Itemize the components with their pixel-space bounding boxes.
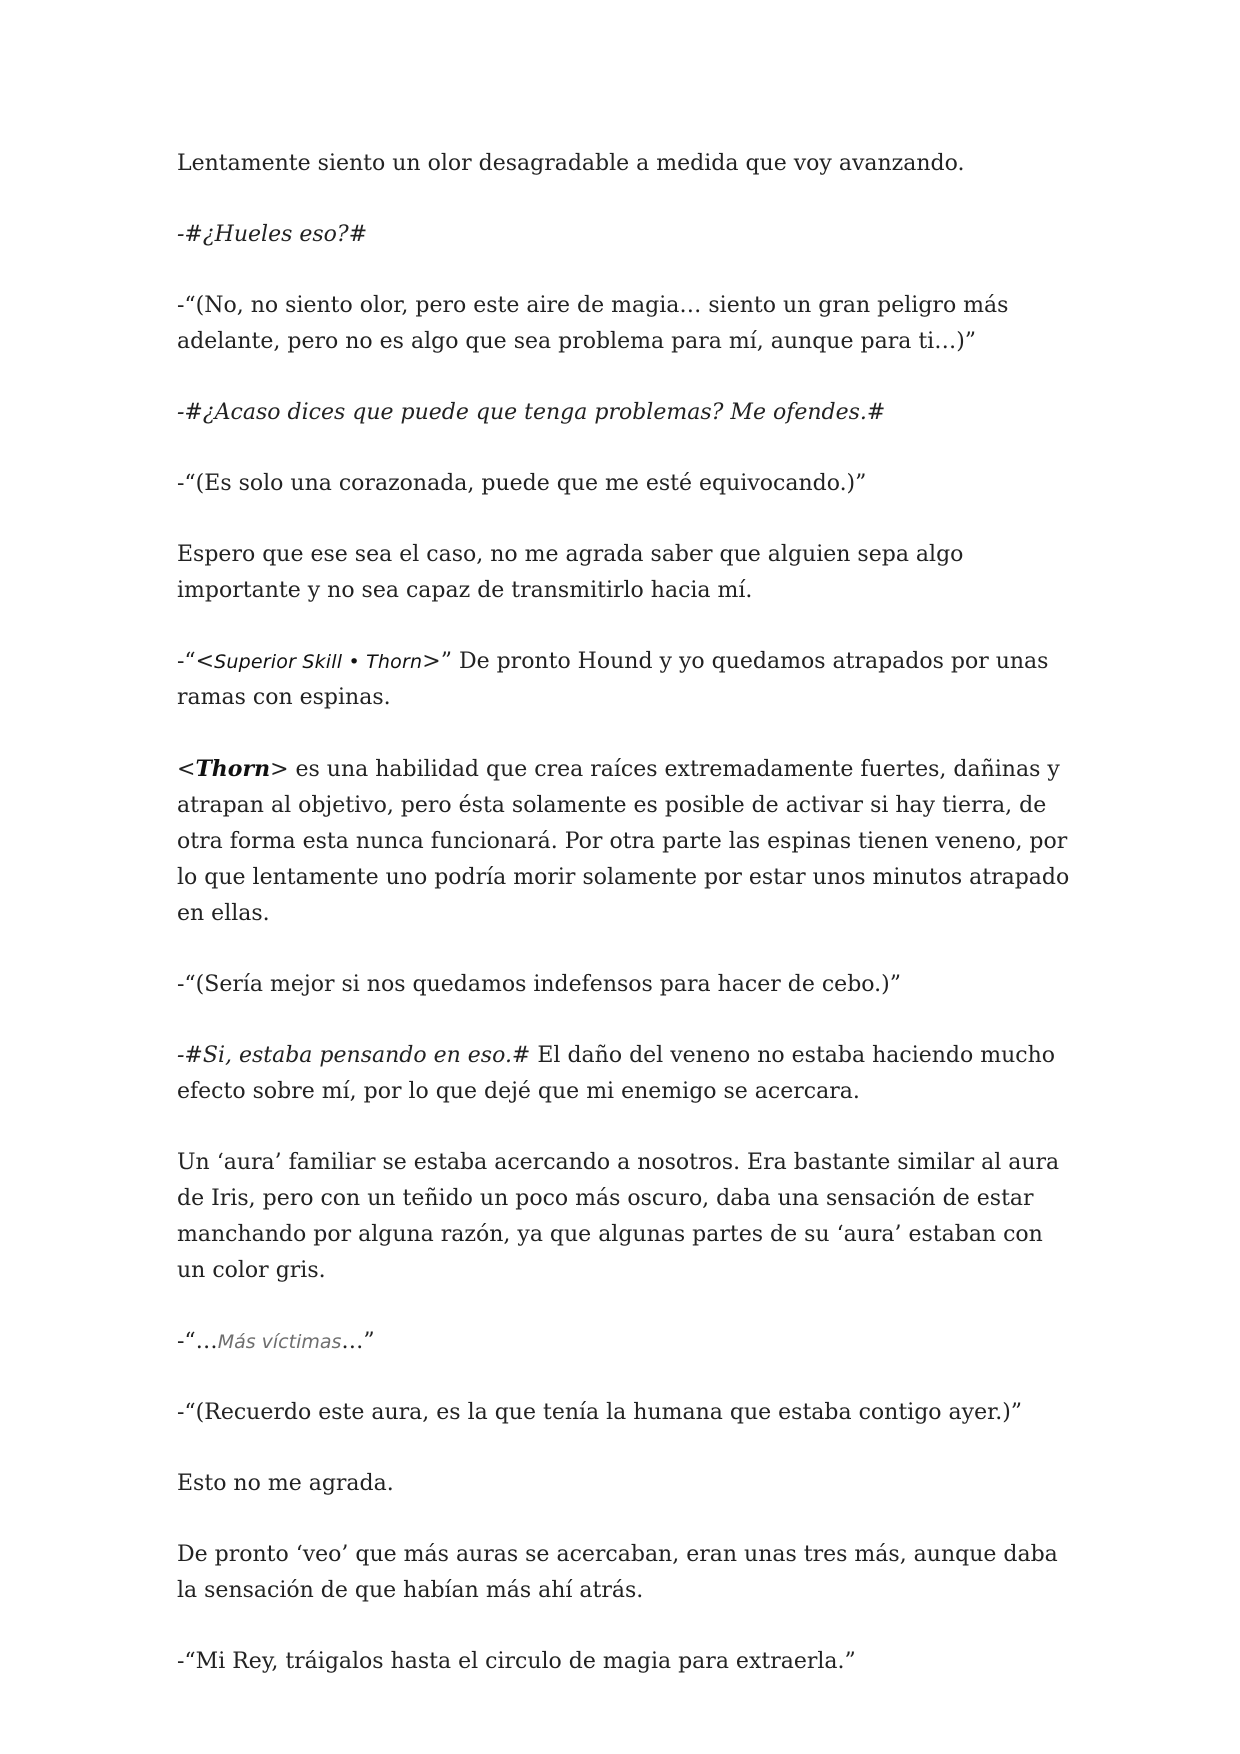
whisper-suffix: …” <box>341 1329 375 1354</box>
mixed-paragraph <box>177 1038 1077 1110</box>
dialogue-paragraph: -“(Recuerdo este aura, es la que tenía la humana que estaba contigo ayer.)” <box>177 1400 1023 1425</box>
skill-cast-paragraph <box>177 644 1077 716</box>
narration-text: El daño del veneno no estaba haciendo mucho efecto sobre mí, por lo que dejé que mi enemigo se acercara. <box>177 1043 1056 1104</box>
skill-name: Thorn <box>195 756 271 782</box>
narration-paragraph: Espero que ese sea el caso, no me agrada saber que alguien sepa algo importante y no sea capaz de transmitirlo hacia mí. <box>177 542 964 603</box>
skill-name: Superior Skill • Thorn <box>214 651 423 673</box>
narration-paragraph: Lentamente siento un olor desagradable a medida que voy avanzando. <box>177 151 965 176</box>
whisper-paragraph <box>177 1324 1077 1360</box>
whisper-text: Más víctimas <box>217 1331 342 1353</box>
dialogue-paragraph: -“(Sería mejor si nos quedamos indefensos para hacer de cebo.)” <box>177 972 901 997</box>
narration-paragraph: Esto no me agrada. <box>177 1471 394 1496</box>
narration-paragraph: Un ‘aura’ familiar se estaba acercando a nosotros. Era bastante similar al aura de Iris, pero con un teñido un poco más oscuro, daba una sensación de estar manchando por alguna razón, ya que algunas partes de su ‘aura’ estaban con un color gris. <box>177 1150 1060 1283</box>
skill-suffix: >” De pronto Hound y yo quedamos atrapados por unas ramas con espinas. <box>177 649 1049 710</box>
document-page <box>177 146 1077 1715</box>
dialogue-hound: -#¿Hueles eso?# <box>177 222 368 247</box>
skill-description-paragraph <box>177 751 1077 932</box>
dialogue-paragraph: -“(No, no siento olor, pero este aire de magia… siento un gran peligro más adelante, pero no es algo que sea problema para mí, aunque para ti…)” <box>177 293 1009 354</box>
skill-prefix: < <box>177 757 196 782</box>
skill-suffix: > es una habilidad que crea raíces extremadamente fuertes, dañinas y atrapan al objetivo, pero ésta solamente es posible de activar si hay tierra, de otra forma esta nunca funcionará. Por otra parte las espinas tienen veneno, por lo que lentamente uno podría morir solamente por estar unos minutos atrapado en ellas. <box>177 757 1070 926</box>
dialogue-paragraph: -“Mi Rey, tráigalos hasta el circulo de magia para extraerla.” <box>177 1649 856 1674</box>
dialogue-paragraph: -“(Es solo una corazonada, puede que me esté equivocando.)” <box>177 471 867 496</box>
dialogue-hound: -#¿Acaso dices que puede que tenga problemas? Me ofendes.# <box>177 400 886 425</box>
skill-prefix: -“< <box>177 649 215 674</box>
dialogue-hound: -#Si, estaba pensando en eso.# <box>177 1043 531 1068</box>
narration-paragraph: De pronto ‘veo’ que más auras se acercaban, eran unas tres más, aunque daba la sensación de que habían más ahí atrás. <box>177 1542 1058 1603</box>
whisper-prefix: -“… <box>177 1329 218 1354</box>
